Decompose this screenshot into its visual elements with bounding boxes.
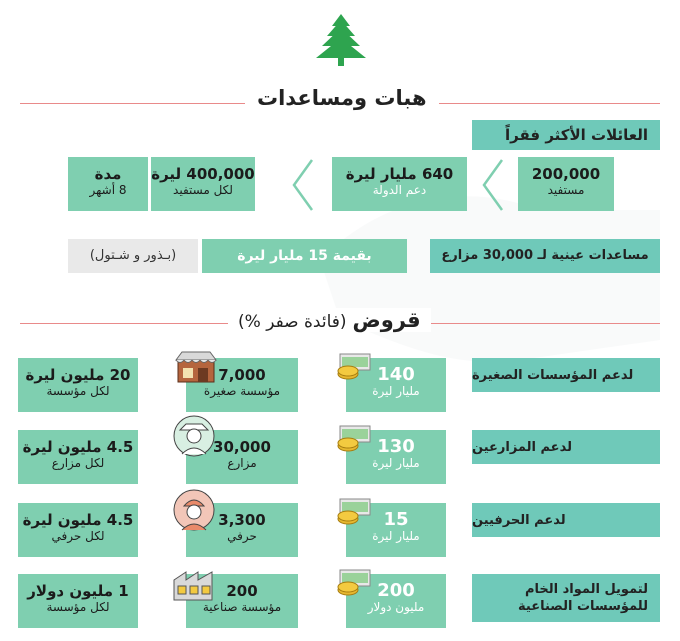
loan-row-label (472, 358, 660, 392)
beneficiaries-value: 200,000 (531, 165, 601, 183)
loan-count-caption: مؤسسة صغيرة (203, 384, 281, 398)
state-support-value: 640 مليار ليرة (345, 165, 454, 183)
poorest-families-label (472, 120, 660, 150)
loan-amount-unit: مليون دولار (367, 600, 425, 614)
shop-icon (174, 348, 218, 384)
beneficiaries-box (518, 157, 614, 211)
loan-amount-value: 130 (377, 436, 415, 457)
per-beneficiary-caption: لكل مستفيد (173, 183, 233, 197)
money-icon (334, 352, 374, 382)
chevron-left-icon (480, 158, 506, 212)
loans-title: قروض (352, 308, 421, 332)
chevron-left-icon (290, 158, 316, 212)
loan-per-value: 4.5 مليون ليرة (22, 511, 134, 529)
loan-amount-unit: مليار ليرة (372, 529, 420, 543)
loans-title-wrap (228, 308, 431, 332)
loan-amount-value: 140 (377, 364, 415, 385)
farmer-icon (172, 414, 216, 458)
loan-row-label-text: لدعم الحرفيين (472, 512, 566, 528)
factory-icon (170, 562, 216, 602)
money-icon (334, 568, 374, 598)
duration-value: مدة (94, 165, 122, 183)
loan-per-box (18, 358, 138, 412)
loan-row-label (472, 430, 660, 464)
in-kind-value-box (202, 239, 407, 273)
loan-count-caption: مزارع (227, 456, 257, 470)
loan-per-value: 4.5 مليون ليرة (22, 438, 134, 456)
cedar-icon (312, 12, 370, 70)
grants-title: هبات ومساعدات (245, 86, 439, 110)
state-support-caption: دعم الدولة (372, 183, 427, 197)
craftsman-icon (172, 488, 216, 532)
in-kind-text: مساعدات عينية لـ 30,000 مزارع (441, 248, 649, 263)
in-kind-items-box (68, 239, 198, 273)
loan-per-caption: لكل مؤسسة (46, 600, 110, 614)
loan-row-label-text: لدعم المزارعين (472, 439, 572, 455)
loans-subtitle: (فائدة صفر %) (238, 312, 347, 332)
in-kind-label (430, 239, 660, 273)
loan-amount-value: 200 (377, 580, 415, 601)
loan-amount-unit: مليار ليرة (372, 384, 420, 398)
beneficiaries-caption: مستفيد (547, 183, 585, 197)
money-icon (334, 424, 374, 454)
in-kind-items: (بـذور و شـتول) (89, 248, 177, 263)
loan-count-caption: مؤسسة صناعية (202, 600, 282, 614)
loan-count-value: 3,300 (218, 511, 266, 529)
loan-count-value: 200 (226, 582, 258, 600)
per-beneficiary-box (151, 157, 255, 211)
loan-per-box (18, 430, 138, 484)
loan-per-caption: لكل حرفي (51, 529, 105, 543)
loan-row-label (472, 574, 660, 622)
loan-count-value: 7,000 (218, 366, 266, 384)
loan-per-box (18, 574, 138, 628)
money-icon (334, 497, 374, 527)
loan-per-caption: لكل مؤسسة (46, 384, 110, 398)
state-support-box (332, 157, 467, 211)
loan-per-value: 1 مليون دولار (27, 582, 129, 600)
loan-amount-value: 15 (383, 509, 409, 530)
poorest-families-text: العائلات الأكثر فقراً (505, 126, 648, 144)
duration-box (68, 157, 148, 211)
loan-row-label (472, 503, 660, 537)
loan-row-label-text: لتمويل المواد الخام للمؤسسات الصناعية (518, 582, 648, 614)
in-kind-value: بقيمة 15 مليار ليرة (237, 248, 372, 264)
loan-per-value: 20 مليون ليرة (25, 366, 131, 384)
loan-count-value: 30,000 (213, 438, 271, 456)
loan-amount-unit: مليار ليرة (372, 456, 420, 470)
loan-row-label-text: لدعم المؤسسات الصغيرة (472, 367, 634, 383)
loan-per-box (18, 503, 138, 557)
loan-per-caption: لكل مزارع (51, 456, 105, 470)
duration-caption: 8 أشهر (89, 183, 127, 197)
per-beneficiary-value: 400,000 ليرة (151, 165, 255, 183)
loan-count-caption: حرفي (227, 529, 257, 543)
